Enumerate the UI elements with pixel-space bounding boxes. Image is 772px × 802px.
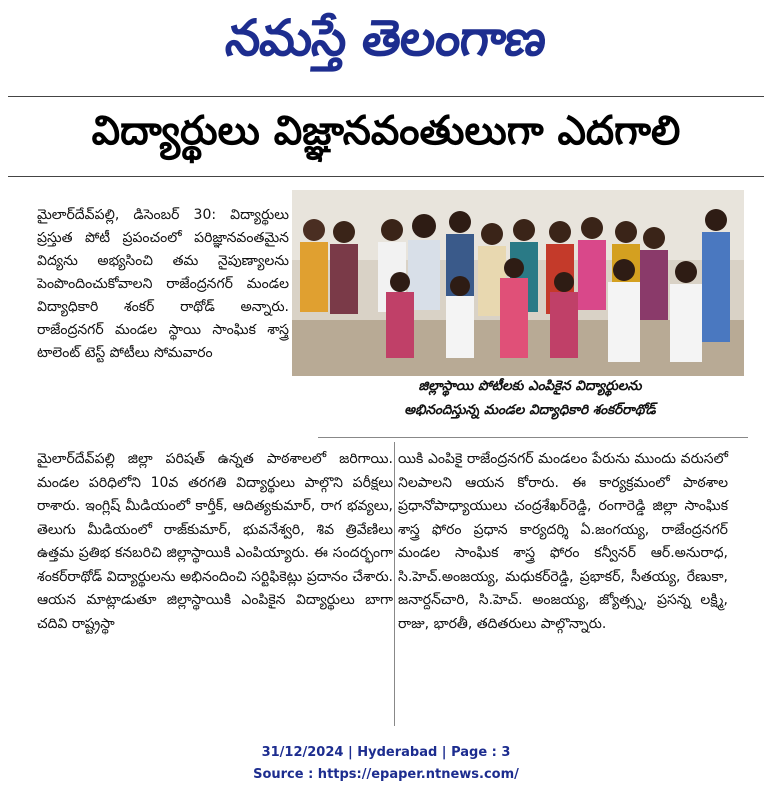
page-footer xyxy=(0,742,772,786)
news-photo xyxy=(292,190,744,376)
photo-caption-line-2: అభినందిస్తున్న మండల విద్యాధికారి శంకర్‌రాథోడ్ xyxy=(404,402,656,418)
top-divider xyxy=(8,96,764,97)
footer-source-link[interactable]: Source : https://epaper.ntnews.com/ xyxy=(253,767,519,782)
headline-divider xyxy=(8,176,764,177)
article-body-right-column: యికి ఎంపికై రాజేంద్రనగర్ మండలం పేరును ముందు వరుసలో నిలపాలని ఆయన కోరారు. ఈ కార్యక్రమంలో పాఠశాల ప్రధానోపాధ్యాయులు చంద్రశేఖర్‌రెడ్డి, రంగారెడ్డి జిల్లా సాంఘిక శాస్త్ర ఫోరం ప్రధాన కార్యదర్శి ఏ.జంగయ్య, రాజేంద్రనగర్ మండల సాంఘిక శాస్త్ర ఫోరం కన్వీనర్ ఆర్.అనురాధ, సి.హెచ్.అంజయ్య, మధుకర్‌రెడ్డి, ప్రభాకర్, సీతయ్య, రేణుకా, జనార్దన్‌చారి, సి.హెచ్. అంజయ్య, జ్యోత్స్న, ప్రసన్న లక్ష్మి, రాజు, భారతీ, తదితరులు పాల్గొన్నారు. xyxy=(398,451,728,632)
footer-date-edition: 31/12/2024 | Hyderabad | Page : 3 xyxy=(261,745,511,760)
article-headline: విద్యార్థులు విజ్ఞానవంతులుగా ఎదగాలి xyxy=(91,108,681,154)
column-divider xyxy=(394,442,395,726)
newspaper-masthead-logo: నమస్తే తెలంగాణ xyxy=(222,8,549,67)
article-body-left-column: మైలార్‌దేవ్‌పల్లి జిల్లా పరిషత్ ఉన్నత పాఠశాలలో జరిగాయి. మండల పరిధిలోని 10వ తరగతి విద్యార్థులు పాల్గొని పరీక్షలు రాశారు. ఇంగ్లిష్ మీడియంలో కార్తీక్, ఆదిత్యకుమార్, రాగ భవ్యలు, తెలుగు మీడియంలో రాజ్‌కుమార్, భువనేశ్వరి, శివ త్రివేణిలు ఉత్తమ ప్రతిభ కనబరిచి జిల్లాస్థాయికి ఎంపియ్యారు. ఈ సందర్భంగా శంకర్‌రాథోడ్ విద్యార్థులను అభినందించి సర్టిఫికెట్లు ప్రదానం చేశారు. ఆయన మాట్లాడుతూ జిల్లాస్థాయికి ఎంపికైన విద్యార్థులు బాగా చదివి రాష్ట్రస్థా xyxy=(37,451,393,632)
photo-caption-line-1: జిల్లాస్థాయి పోటీలకు ఎంపికైన విద్యార్థులను xyxy=(418,378,642,394)
article-intro-paragraph: మైలార్‌దేవ్‌పల్లి, డిసెంబర్ 30: విద్యార్థులు ప్రస్తుత పోటీ ప్రపంచంలో పరిజ్ఞానవంతమైన విద్యను అభ్యసించి తమ నైపుణ్యాలను పెంపొందించుకోవాలని రాజేంద్రనగర్ మండల విద్యాధికారి శంకర్ రాథోడ్ అన్నారు. రాజేంద్రనగర్ మండల స్థాయి సాంఘిక శాస్త్ర టాలెంట్ టెస్ట్ పోటీలు సోమవారం xyxy=(37,207,289,361)
caption-divider xyxy=(318,437,748,438)
photo-caption xyxy=(320,374,740,432)
